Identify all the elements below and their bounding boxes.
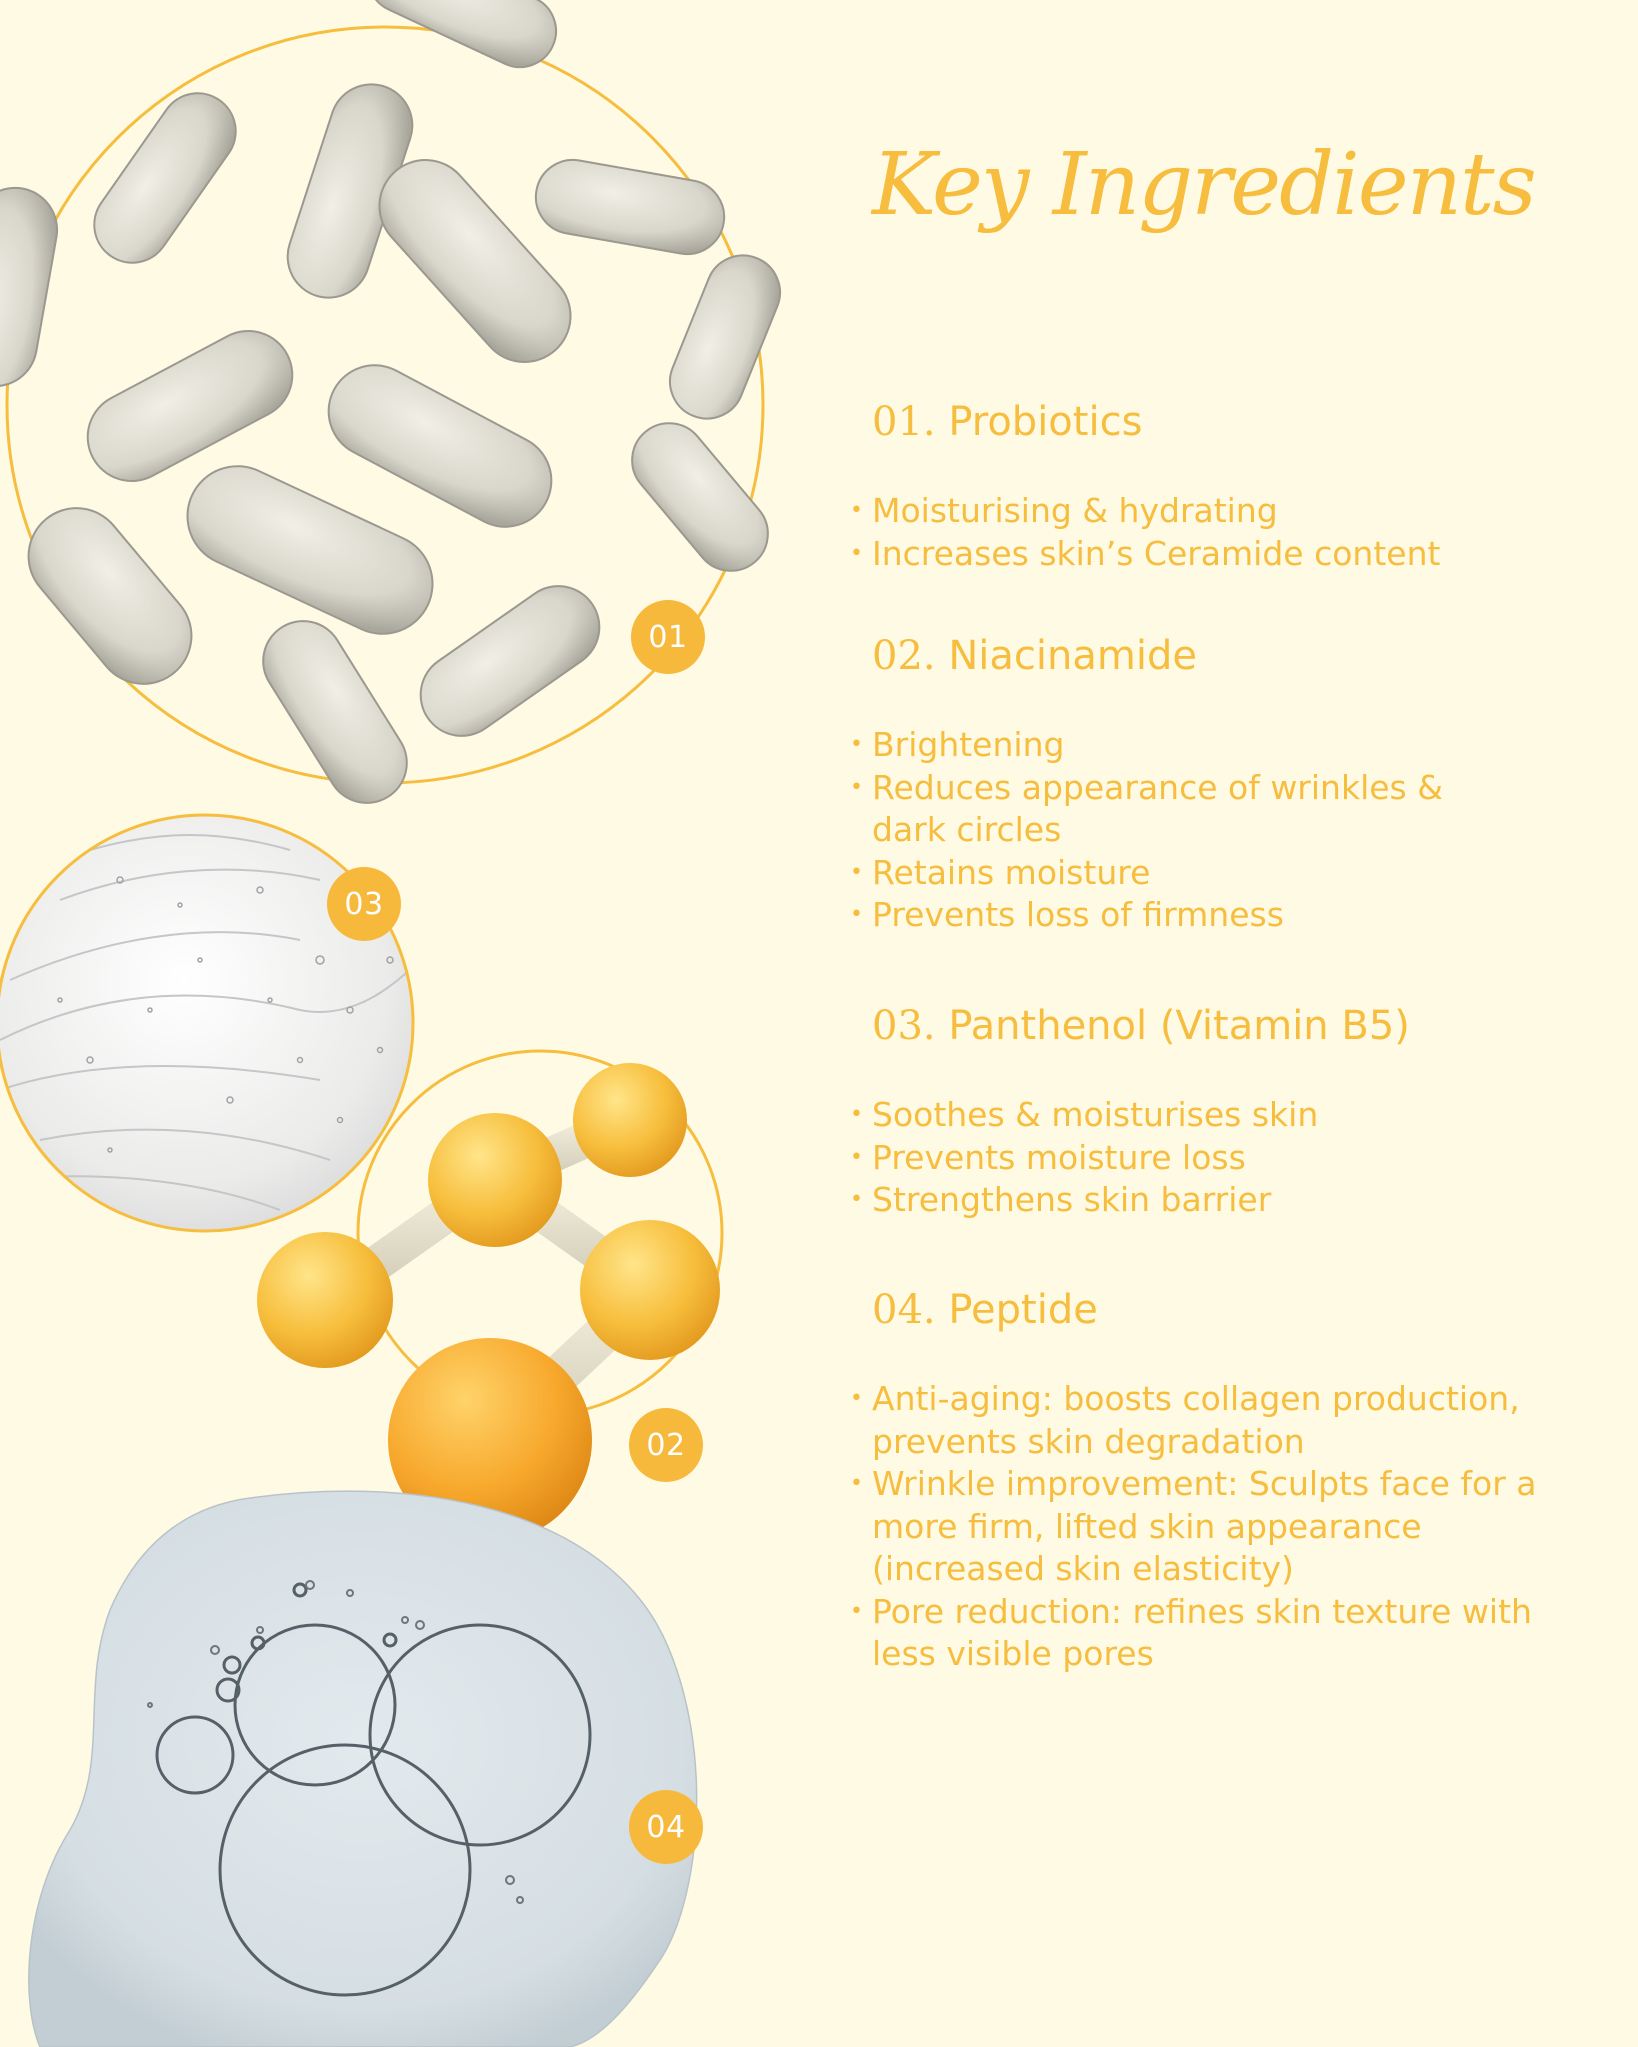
benefit-item: • Strengthens skin barrier <box>850 1179 1620 1222</box>
benefit-item: • Prevents moisture loss <box>850 1137 1620 1180</box>
benefit-item: • Retains moisture <box>850 852 1490 895</box>
benefit-item: • Anti-aging: boosts collagen production, prevents skin degradation <box>850 1378 1550 1463</box>
ingredient-section-peptide <box>850 1286 1620 1676</box>
benefit-list <box>850 1378 1550 1676</box>
ingredient-section-panthenol <box>850 1002 1620 1222</box>
benefit-item: • Brightening <box>850 724 1490 767</box>
benefit-list <box>850 724 1490 937</box>
ingredient-number: 02. <box>872 633 936 679</box>
badge-01: 01 <box>631 600 705 674</box>
ingredient-section-probiotics <box>850 398 1620 575</box>
benefit-item: • Increases skin’s Ceramide content <box>850 533 1620 576</box>
page-title: Key Ingredients <box>872 135 1535 235</box>
benefit-item: • Prevents loss of firmness <box>850 894 1490 937</box>
badge-03: 03 <box>327 867 401 941</box>
ingredient-heading <box>872 632 1620 680</box>
benefit-list <box>850 490 1620 575</box>
badge-02: 02 <box>629 1408 703 1482</box>
benefit-item: • Wrinkle improvement: Sculpts face for a more firm, lifted skin appearance (increased skin elasticity) <box>850 1463 1550 1591</box>
benefit-item: • Reduces appearance of wrinkles & dark circles <box>850 767 1490 852</box>
ingredient-section-niacinamide <box>850 632 1620 937</box>
ingredient-heading <box>872 1002 1620 1050</box>
benefit-list <box>850 1094 1620 1222</box>
ingredient-number: 01. <box>872 399 936 445</box>
ingredient-name: Niacinamide <box>948 633 1197 679</box>
badge-04: 04 <box>629 1790 703 1864</box>
ingredient-heading <box>872 1286 1620 1334</box>
ingredient-heading <box>872 398 1620 446</box>
ingredient-name: Probiotics <box>948 399 1143 445</box>
ingredient-number: 04. <box>872 1287 936 1333</box>
probiotics-bacteria-image <box>0 0 791 818</box>
peptide-serum-bubbles-image <box>29 1491 697 2047</box>
ingredient-number: 03. <box>872 1003 936 1049</box>
ingredient-name: Panthenol (Vitamin B5) <box>948 1003 1410 1049</box>
benefit-item: • Pore reduction: refines skin texture with less visible pores <box>850 1591 1550 1676</box>
benefit-item: • Soothes & moisturises skin <box>850 1094 1620 1137</box>
benefit-item: • Moisturising & hydrating <box>850 490 1620 533</box>
ingredient-name: Peptide <box>948 1287 1098 1333</box>
